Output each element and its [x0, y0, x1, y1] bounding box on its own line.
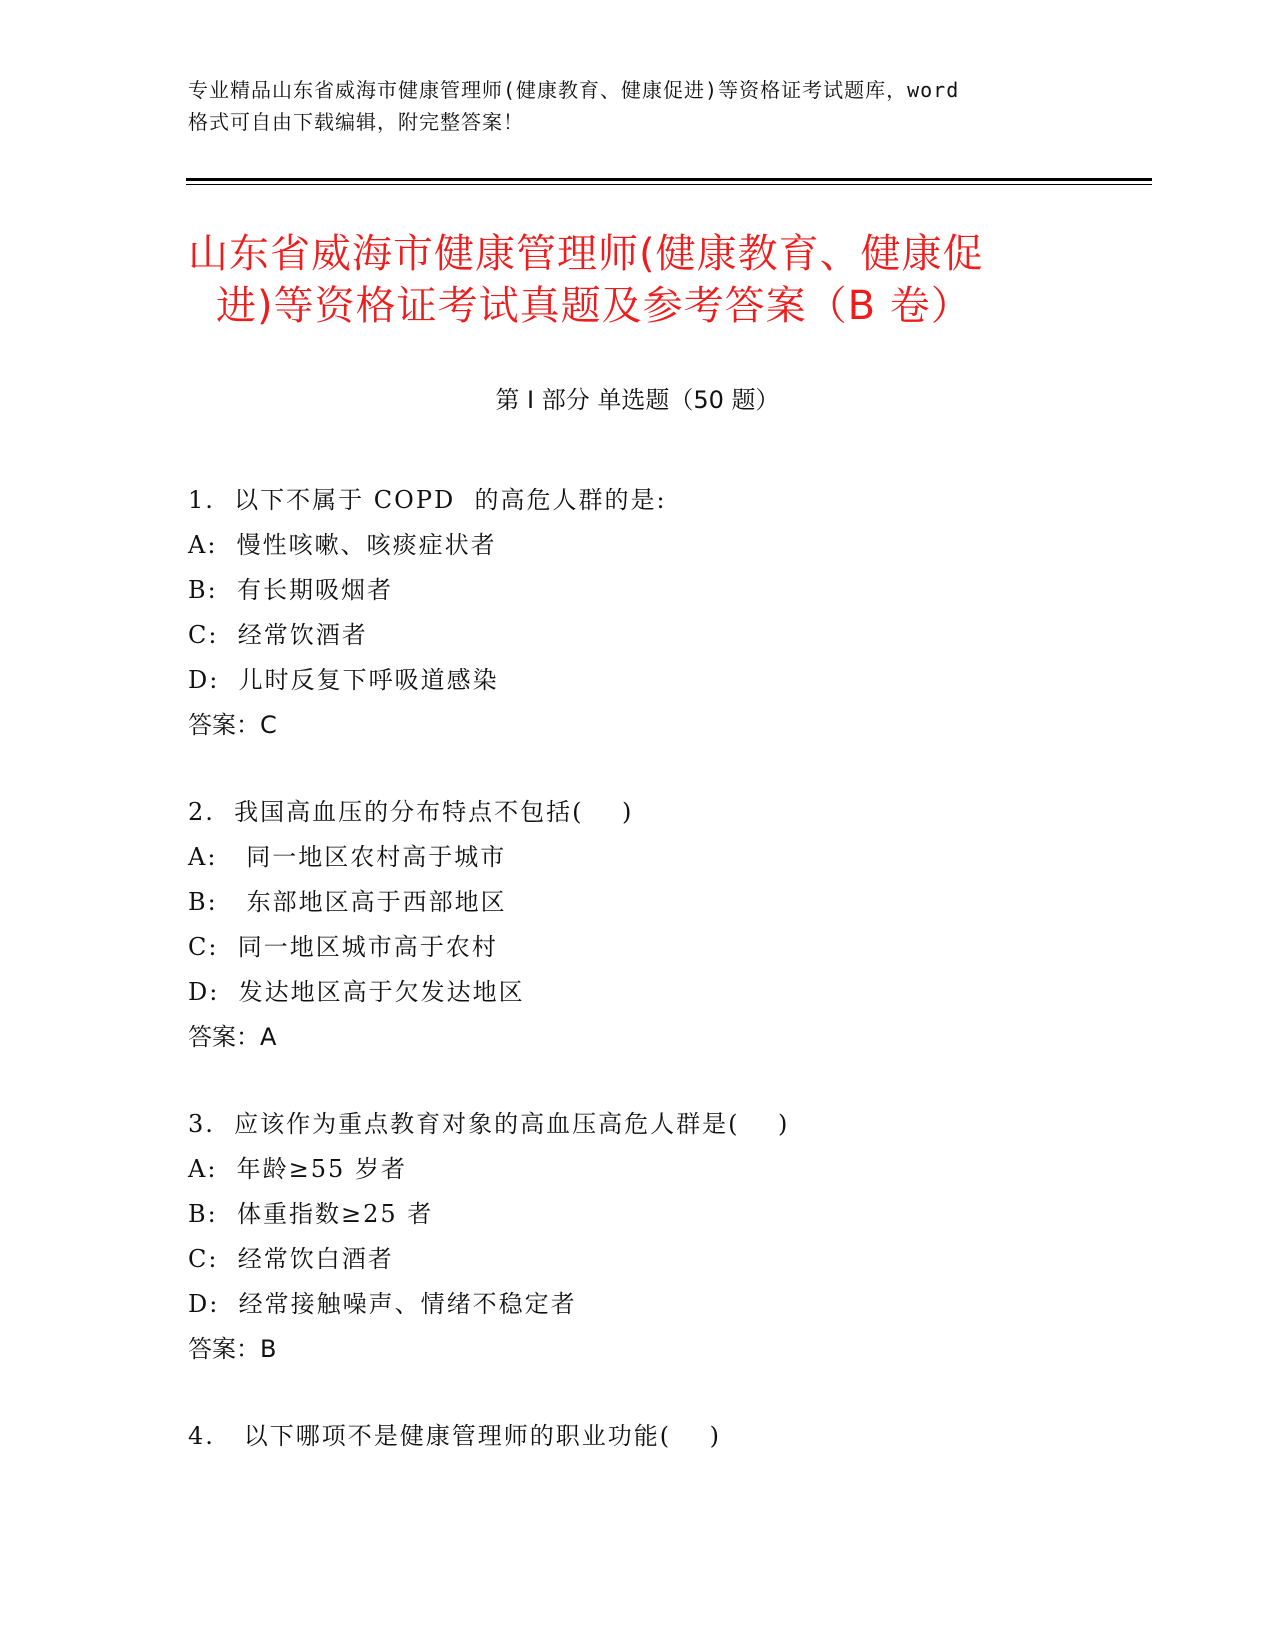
option-a: A: 同一地区农村高于城市 [188, 843, 507, 871]
question-list [188, 478, 1128, 1501]
document-title-line-2: 进)等资格证考试真题及参考答案（B 卷） [216, 283, 972, 329]
option-c: C: 同一地区城市高于农村 [188, 933, 498, 961]
question-stem: 4. 以下哪项不是健康管理师的职业功能( ) [188, 1422, 722, 1450]
question-4 [188, 1414, 1128, 1459]
header-note-line-2: 格式可自由下载编辑，附完整答案！ [188, 110, 524, 134]
question-1 [188, 478, 1128, 748]
option-c: C: 经常饮酒者 [188, 621, 368, 649]
question-2 [188, 790, 1128, 1060]
header-note-line-1: 专业精品山东省威海市健康管理师(健康教育、健康促进)等资格证考试题库，word [188, 78, 960, 102]
question-3 [188, 1102, 1128, 1372]
question-stem: 3. 应该作为重点教育对象的高血压高危人群是( ) [188, 1110, 790, 1138]
answer: 答案：A [188, 1023, 277, 1051]
option-c: C: 经常饮白酒者 [188, 1245, 394, 1273]
answer: 答案：B [188, 1335, 277, 1363]
section-heading: 第 I 部分 单选题（50 题） [495, 386, 780, 414]
question-stem: 2. 我国高血压的分布特点不包括( ) [188, 798, 634, 826]
option-d: D: 儿时反复下呼吸道感染 [188, 666, 499, 694]
answer: 答案：C [188, 711, 277, 739]
option-b: B: 有长期吸烟者 [188, 576, 393, 604]
option-d: D: 发达地区高于欠发达地区 [188, 978, 525, 1006]
option-b: B: 东部地区高于西部地区 [188, 888, 507, 916]
option-a: A: 年龄≥55 岁者 [188, 1155, 407, 1183]
option-a: A: 慢性咳嗽、咳痰症状者 [188, 531, 497, 559]
document-title-line-1: 山东省威海市健康管理师(健康教育、健康促 [188, 231, 984, 277]
header-note [188, 74, 1088, 138]
header-divider-thick [186, 178, 1152, 181]
option-d: D: 经常接触噪声、情绪不稳定者 [188, 1290, 577, 1318]
document-title [188, 228, 1108, 332]
header-divider-thin [186, 184, 1152, 185]
option-b: B: 体重指数≥25 者 [188, 1200, 434, 1228]
question-stem: 1. 以下不属于 COPD 的高危人群的是: [188, 486, 667, 514]
